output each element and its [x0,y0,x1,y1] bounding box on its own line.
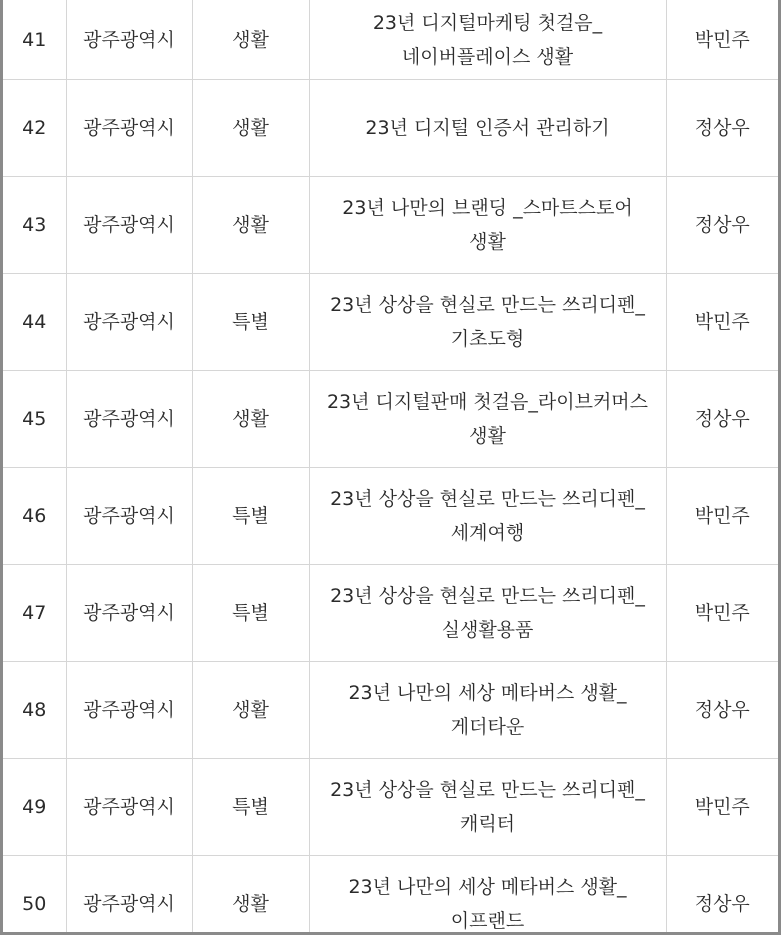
row-region: 광주광역시 [66,662,192,759]
table-row [3,274,778,371]
row-number: 47 [3,565,66,662]
row-number: 46 [3,468,66,565]
row-number: 50 [3,856,66,935]
table-row [3,662,778,759]
row-instructor: 박민주 [666,759,778,856]
row-category: 생활 [192,0,309,80]
row-region: 광주광역시 [66,0,192,80]
course-table [3,0,778,935]
row-course-title: 23년 상상을 현실로 만드는 쓰리디펜_실생활용품 [309,565,666,662]
row-course-title: 23년 디지털판매 첫걸음_라이브커머스 생활 [309,371,666,468]
row-instructor: 박민주 [666,468,778,565]
row-region: 광주광역시 [66,371,192,468]
row-course-title: 23년 디지털마케팅 첫걸음_네이버플레이스 생활 [309,0,666,80]
row-region: 광주광역시 [66,468,192,565]
row-course-title: 23년 상상을 현실로 만드는 쓰리디펜_캐릭터 [309,759,666,856]
row-instructor: 박민주 [666,0,778,80]
table-row [3,371,778,468]
row-instructor: 박민주 [666,274,778,371]
table-row [3,177,778,274]
row-instructor: 정상우 [666,856,778,935]
table-row [3,856,778,935]
row-category: 생활 [192,80,309,177]
row-number: 45 [3,371,66,468]
table-row [3,80,778,177]
row-category: 생활 [192,177,309,274]
row-category: 특별 [192,274,309,371]
row-course-title: 23년 나만의 세상 메타버스 생활_게더타운 [309,662,666,759]
row-region: 광주광역시 [66,856,192,935]
row-region: 광주광역시 [66,80,192,177]
table-row [3,565,778,662]
row-category: 생활 [192,856,309,935]
row-category: 생활 [192,662,309,759]
row-number: 41 [3,0,66,80]
row-category: 특별 [192,565,309,662]
course-table-body [3,0,778,935]
table-row [3,759,778,856]
row-number: 49 [3,759,66,856]
row-instructor: 정상우 [666,80,778,177]
row-instructor: 정상우 [666,662,778,759]
row-region: 광주광역시 [66,274,192,371]
table-row [3,0,778,80]
row-course-title: 23년 디지털 인증서 관리하기 [309,80,666,177]
row-course-title: 23년 나만의 브랜딩 _스마트스토어 생활 [309,177,666,274]
row-number: 48 [3,662,66,759]
row-instructor: 박민주 [666,565,778,662]
row-instructor: 정상우 [666,371,778,468]
table-row [3,468,778,565]
row-category: 특별 [192,468,309,565]
row-course-title: 23년 상상을 현실로 만드는 쓰리디펜_기초도형 [309,274,666,371]
row-region: 광주광역시 [66,565,192,662]
row-instructor: 정상우 [666,177,778,274]
row-course-title: 23년 상상을 현실로 만드는 쓰리디펜_세계여행 [309,468,666,565]
row-region: 광주광역시 [66,177,192,274]
row-number: 43 [3,177,66,274]
row-number: 42 [3,80,66,177]
row-number: 44 [3,274,66,371]
row-course-title: 23년 나만의 세상 메타버스 생활_이프랜드 [309,856,666,935]
row-category: 특별 [192,759,309,856]
row-region: 광주광역시 [66,759,192,856]
row-category: 생활 [192,371,309,468]
